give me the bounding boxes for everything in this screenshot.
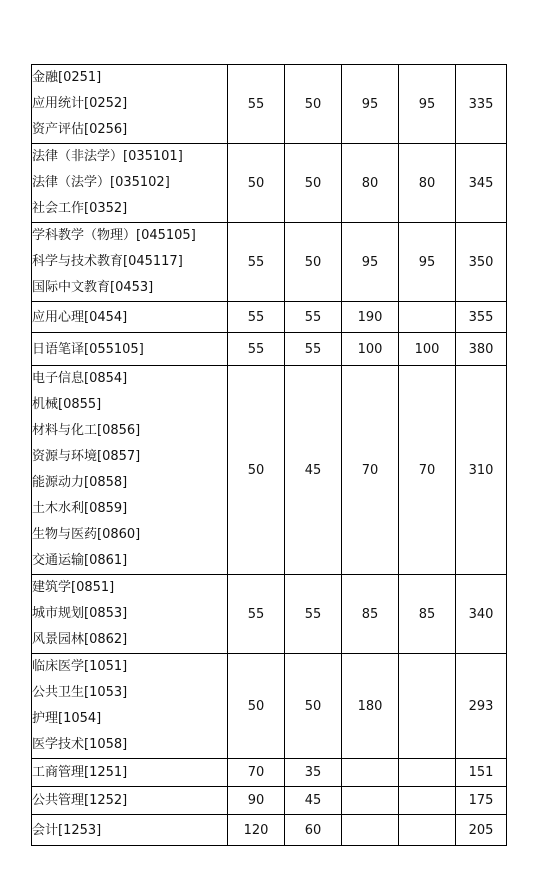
politics-score-cell: 55	[228, 575, 285, 654]
table-row	[32, 787, 507, 815]
major-list-cell	[32, 575, 228, 654]
subject-one-score-cell: 180	[342, 654, 399, 759]
major-list-cell	[32, 302, 228, 333]
politics-score-cell: 55	[228, 223, 285, 302]
major-name: 应用统计[0252]	[32, 96, 128, 111]
total-score-cell: 380	[456, 333, 507, 366]
major-name: 资源与环境[0857]	[32, 449, 141, 464]
subject-two-score-cell: 85	[399, 575, 456, 654]
subject-two-score-cell: 100	[399, 333, 456, 366]
major-list-cell	[32, 333, 228, 366]
subject-one-score-cell: 95	[342, 223, 399, 302]
major-name: 法律（非法学）[035101]	[32, 149, 183, 164]
major-name: 建筑学[0851]	[32, 580, 115, 595]
foreign-language-score-cell: 60	[285, 815, 342, 846]
politics-score-cell: 70	[228, 759, 285, 787]
major-name: 工商管理[1251]	[32, 765, 128, 780]
major-name: 风景园林[0862]	[32, 632, 128, 647]
major-name: 生物与医药[0860]	[32, 527, 141, 542]
major-name: 交通运输[0861]	[32, 553, 128, 568]
major-name: 国际中文教育[0453]	[32, 280, 154, 295]
total-score-cell: 205	[456, 815, 507, 846]
major-name: 能源动力[0858]	[32, 475, 128, 490]
foreign-language-score-cell: 50	[285, 654, 342, 759]
major-name: 金融[0251]	[32, 70, 102, 85]
major-list-cell	[32, 144, 228, 223]
major-name: 社会工作[0352]	[32, 201, 128, 216]
total-score-cell: 175	[456, 787, 507, 815]
subject-one-score-cell: 190	[342, 302, 399, 333]
score-table-body	[32, 65, 507, 846]
major-name: 电子信息[0854]	[32, 371, 128, 386]
major-list-cell	[32, 366, 228, 575]
major-name: 城市规划[0853]	[32, 606, 128, 621]
table-row	[32, 302, 507, 333]
table-row	[32, 223, 507, 302]
total-score-cell: 151	[456, 759, 507, 787]
foreign-language-score-cell: 50	[285, 65, 342, 144]
major-name: 学科教学（物理）[045105]	[32, 228, 196, 243]
subject-one-score-cell: 70	[342, 366, 399, 575]
politics-score-cell: 50	[228, 366, 285, 575]
total-score-cell: 345	[456, 144, 507, 223]
major-list-cell	[32, 759, 228, 787]
table-row	[32, 333, 507, 366]
subject-one-score-cell: 100	[342, 333, 399, 366]
subject-two-score-cell	[399, 654, 456, 759]
subject-two-score-cell	[399, 759, 456, 787]
foreign-language-score-cell: 45	[285, 787, 342, 815]
major-name: 公共卫生[1053]	[32, 685, 128, 700]
table-row	[32, 654, 507, 759]
foreign-language-score-cell: 45	[285, 366, 342, 575]
subject-one-score-cell	[342, 759, 399, 787]
politics-score-cell: 55	[228, 65, 285, 144]
subject-one-score-cell: 85	[342, 575, 399, 654]
major-name: 临床医学[1051]	[32, 659, 128, 674]
table-row	[32, 815, 507, 846]
table-row	[32, 575, 507, 654]
foreign-language-score-cell: 50	[285, 144, 342, 223]
subject-one-score-cell: 95	[342, 65, 399, 144]
subject-two-score-cell: 70	[399, 366, 456, 575]
politics-score-cell: 55	[228, 302, 285, 333]
subject-two-score-cell	[399, 815, 456, 846]
table-row	[32, 366, 507, 575]
major-list-cell	[32, 787, 228, 815]
major-name: 机械[0855]	[32, 397, 102, 412]
total-score-cell: 340	[456, 575, 507, 654]
politics-score-cell: 50	[228, 654, 285, 759]
subject-two-score-cell: 80	[399, 144, 456, 223]
major-name: 应用心理[0454]	[32, 309, 128, 325]
major-list-cell	[32, 654, 228, 759]
subject-two-score-cell	[399, 787, 456, 815]
subject-one-score-cell	[342, 787, 399, 815]
major-name: 医学技术[1058]	[32, 737, 128, 752]
major-name: 科学与技术教育[045117]	[32, 254, 183, 269]
politics-score-cell: 90	[228, 787, 285, 815]
major-list-cell	[32, 815, 228, 846]
table-row	[32, 759, 507, 787]
total-score-cell: 355	[456, 302, 507, 333]
subject-two-score-cell: 95	[399, 223, 456, 302]
score-line-table	[31, 64, 507, 846]
table-row	[32, 65, 507, 144]
total-score-cell: 293	[456, 654, 507, 759]
politics-score-cell: 120	[228, 815, 285, 846]
major-name: 会计[1253]	[32, 822, 102, 838]
table-row	[32, 144, 507, 223]
major-name: 公共管理[1252]	[32, 793, 128, 808]
foreign-language-score-cell: 35	[285, 759, 342, 787]
major-list-cell	[32, 223, 228, 302]
total-score-cell: 335	[456, 65, 507, 144]
foreign-language-score-cell: 50	[285, 223, 342, 302]
major-name: 材料与化工[0856]	[32, 423, 141, 438]
subject-one-score-cell	[342, 815, 399, 846]
total-score-cell: 350	[456, 223, 507, 302]
major-name: 土木水利[0859]	[32, 501, 128, 516]
major-list-cell	[32, 65, 228, 144]
foreign-language-score-cell: 55	[285, 333, 342, 366]
subject-two-score-cell	[399, 302, 456, 333]
politics-score-cell: 50	[228, 144, 285, 223]
foreign-language-score-cell: 55	[285, 302, 342, 333]
major-name: 护理[1054]	[32, 711, 102, 726]
subject-two-score-cell: 95	[399, 65, 456, 144]
foreign-language-score-cell: 55	[285, 575, 342, 654]
major-name: 资产评估[0256]	[32, 122, 128, 137]
politics-score-cell: 55	[228, 333, 285, 366]
major-name: 法律（法学）[035102]	[32, 175, 170, 190]
subject-one-score-cell: 80	[342, 144, 399, 223]
major-name: 日语笔译[055105]	[32, 341, 144, 357]
total-score-cell: 310	[456, 366, 507, 575]
